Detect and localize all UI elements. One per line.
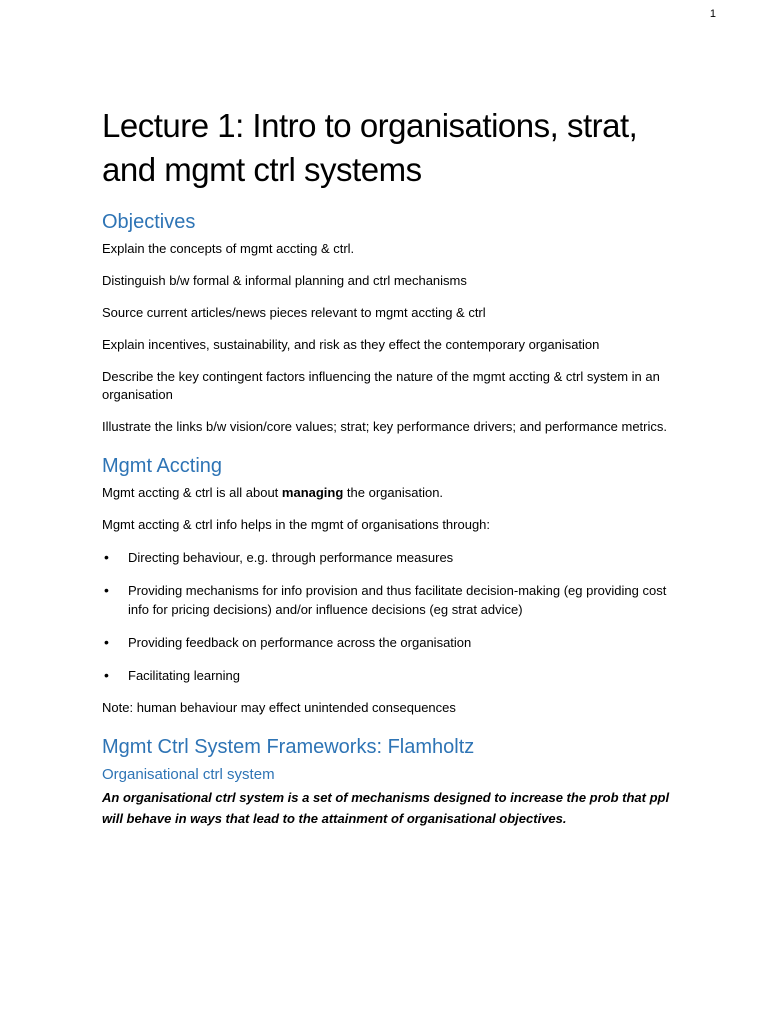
list-item: • Directing behaviour, e.g. through performance measures xyxy=(102,548,677,567)
frameworks-subheading: Organisational ctrl system xyxy=(102,766,275,783)
definition-text: An organisational ctrl system is a set of mechanisms designed to increase the prob that ppl will behave in ways that lead to the attainment of organisational objectives. xyxy=(102,790,670,826)
objective-item: Describe the key contingent factors influencing the nature of the mgmt accting & ctrl system in an organisation xyxy=(102,369,660,402)
document-body xyxy=(102,104,677,847)
frameworks-section xyxy=(102,735,677,829)
intro-emphasis: managing xyxy=(281,485,344,500)
intro-text-end: the organisation. xyxy=(343,485,444,500)
frameworks-heading: Mgmt Ctrl System Frameworks: Flamholtz xyxy=(102,736,475,758)
list-item: • Providing feedback on performance across the organisation xyxy=(102,633,677,652)
list-item: • Facilitating learning xyxy=(102,666,677,685)
note-text: human behaviour may effect unintended consequences xyxy=(133,700,456,715)
note-label: Note: xyxy=(102,700,134,715)
note xyxy=(102,699,677,717)
objective-item: Source current articles/news pieces relevant to mgmt accting & ctrl xyxy=(102,305,486,320)
mgmt-accting-lead: Mgmt accting & ctrl info helps in the mgmt of organisations through: xyxy=(102,517,491,532)
bullet-list xyxy=(102,548,677,685)
objective-item: Explain the concepts of mgmt accting & ctrl. xyxy=(102,241,355,256)
mgmt-accting-intro xyxy=(102,484,677,502)
page-title: Lecture 1: Intro to organisations, strat, and mgmt ctrl systems xyxy=(102,107,638,188)
list-item: • Providing mechanisms for info provision and thus facilitate decision-making (eg providing cost info for pricing decisions) and/or influence decisions (eg strat advice) xyxy=(102,581,677,619)
objective-item: Distinguish b/w formal & informal planning and ctrl mechanisms xyxy=(102,273,467,288)
mgmt-accting-section xyxy=(102,454,677,717)
mgmt-accting-heading: Mgmt Accting xyxy=(102,455,223,477)
objective-item: Illustrate the links b/w vision/core values; strat; key performance drivers; and performance metrics. xyxy=(102,419,667,434)
objectives-section xyxy=(102,210,677,436)
page-number: 1 xyxy=(709,8,716,20)
objectives-heading: Objectives xyxy=(102,211,196,233)
intro-text-start: Mgmt accting & ctrl is all about xyxy=(102,485,282,500)
objective-item: Explain incentives, sustainability, and risk as they effect the contemporary organisation xyxy=(102,337,600,352)
